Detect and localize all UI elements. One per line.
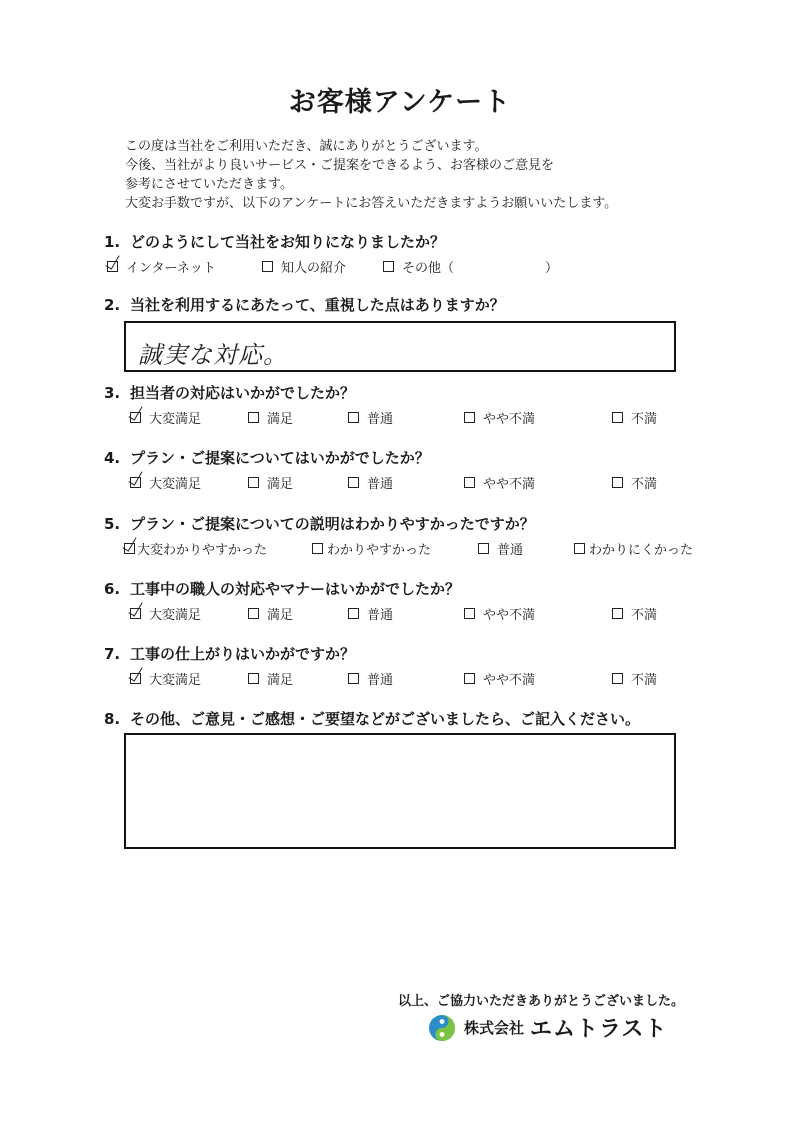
checkbox-icon[interactable] [612, 608, 623, 619]
option-label: 不満 [631, 477, 658, 492]
option-label: 満足 [267, 608, 294, 623]
checkbox-icon[interactable] [612, 477, 623, 488]
option-label: 大変満足 [149, 477, 202, 492]
q7-option-dissatisfied[interactable] [612, 669, 657, 688]
option-label: 満足 [267, 412, 294, 427]
checkbox-icon[interactable] [478, 543, 489, 554]
checkbox-icon[interactable] [464, 673, 475, 684]
question-number: 2. [104, 296, 121, 314]
q7-option-very-satisfied[interactable] [130, 669, 201, 688]
question-3 [104, 382, 355, 403]
option-label: 不満 [631, 608, 658, 623]
q5-option-very-clear[interactable] [124, 539, 267, 558]
checkbox-icon[interactable] [130, 608, 141, 619]
option-label: 大変わかりやすかった [137, 543, 268, 558]
intro-text [125, 137, 617, 213]
q4-option-dissatisfied[interactable] [612, 473, 657, 492]
question-6 [104, 578, 460, 599]
checkbox-icon[interactable] [248, 673, 259, 684]
question-number: 4. [104, 449, 121, 467]
q1-option-referral[interactable] [262, 257, 346, 276]
option-label: 不満 [631, 673, 658, 688]
question-5 [104, 513, 535, 534]
checkbox-icon[interactable] [348, 608, 359, 619]
question-text: 工事の仕上がりはいかがですか？ [130, 645, 356, 663]
checkbox-icon[interactable] [124, 543, 135, 554]
option-label: わかりやすかった [327, 543, 432, 558]
checkbox-icon[interactable] [262, 261, 273, 272]
company-name: エムトラスト [530, 1017, 668, 1042]
intro-line: この度は当社をご利用いただき、誠にありがとうございます。 [125, 139, 488, 154]
question-text: その他、ご意見・ご感想・ご要望などがございましたら、ご記入ください。 [130, 710, 641, 728]
checkbox-icon[interactable] [130, 412, 141, 423]
option-label: 普通 [367, 412, 394, 427]
question-7 [104, 643, 355, 664]
q4-option-satisfied[interactable] [248, 473, 293, 492]
option-label: 大変満足 [149, 673, 202, 688]
question-number: 5. [104, 515, 121, 533]
option-label: 普通 [497, 543, 524, 558]
question-number: 6. [104, 580, 121, 598]
question-text: 担当者の対応はいかがでしたか？ [130, 384, 356, 402]
question-2 [104, 294, 505, 315]
company-logo [428, 1012, 667, 1043]
option-label: 普通 [367, 477, 394, 492]
checkbox-icon[interactable] [248, 412, 259, 423]
q3-option-dissatisfied[interactable] [612, 408, 657, 427]
question-8 [104, 708, 640, 729]
question-text: どのようにして当社をお知りになりましたか？ [130, 233, 446, 251]
option-label: 普通 [367, 608, 394, 623]
q4-option-neutral[interactable] [348, 473, 393, 492]
question-number: 7. [104, 645, 121, 663]
q6-option-satisfied[interactable] [248, 604, 293, 623]
checkbox-icon[interactable] [130, 477, 141, 488]
question-4 [104, 447, 430, 468]
checkbox-icon[interactable] [383, 261, 394, 272]
q3-option-neutral[interactable] [348, 408, 393, 427]
option-label: 満足 [267, 477, 294, 492]
checkbox-icon[interactable] [107, 261, 118, 272]
option-label: 不満 [631, 412, 658, 427]
q1-option-internet[interactable] [107, 257, 216, 276]
question-text: 工事中の職人の対応やマナーはいかがでしたか？ [130, 580, 461, 598]
checkbox-icon[interactable] [464, 412, 475, 423]
q6-option-somewhat-dissatisfied[interactable] [464, 604, 535, 623]
checkbox-icon[interactable] [574, 543, 585, 554]
option-label: インターネット [126, 261, 216, 276]
q7-option-somewhat-dissatisfied[interactable] [464, 669, 535, 688]
option-label: わかりにくかった [589, 543, 694, 558]
option-label: やや不満 [483, 477, 536, 492]
checkbox-icon[interactable] [612, 673, 623, 684]
q1-option-other[interactable] [383, 257, 558, 276]
checkbox-icon[interactable] [348, 477, 359, 488]
q7-option-satisfied[interactable] [248, 669, 293, 688]
option-label: 大変満足 [149, 412, 202, 427]
question-text: プラン・ご提案についての説明はわかりやすかったですか？ [130, 515, 535, 533]
q5-option-neutral[interactable] [478, 539, 523, 558]
option-label: 大変満足 [149, 608, 202, 623]
q2-handwritten-answer: 誠実な対応。 [138, 341, 288, 369]
question-number: 8. [104, 710, 121, 728]
question-number: 1. [104, 233, 121, 251]
company-prefix: 株式会社 [464, 1019, 525, 1037]
option-label: やや不満 [483, 673, 536, 688]
checkbox-icon[interactable] [130, 673, 141, 684]
checkbox-icon[interactable] [248, 608, 259, 619]
option-label: 知人の紹介 [281, 261, 347, 276]
checkbox-icon[interactable] [312, 543, 323, 554]
checkbox-icon[interactable] [348, 673, 359, 684]
q5-option-clear[interactable] [312, 539, 431, 558]
q6-option-neutral[interactable] [348, 604, 393, 623]
question-number: 3. [104, 384, 121, 402]
intro-line: 大変お手数ですが、以下のアンケートにお答えいただきますようお願いいたします。 [125, 196, 618, 211]
q5-option-unclear[interactable] [574, 539, 693, 558]
q7-option-neutral[interactable] [348, 669, 393, 688]
q3-option-satisfied[interactable] [248, 408, 293, 427]
option-label: やや不満 [483, 608, 536, 623]
checkbox-icon[interactable] [612, 412, 623, 423]
option-label: 満足 [267, 673, 294, 688]
question-1 [104, 231, 445, 252]
checkbox-icon[interactable] [248, 477, 259, 488]
q4-option-somewhat-dissatisfied[interactable] [464, 473, 535, 492]
checkbox-icon[interactable] [464, 608, 475, 619]
question-text: プラン・ご提案についてはいかがでしたか？ [130, 449, 430, 467]
q6-option-very-satisfied[interactable] [130, 604, 201, 623]
company-logo-icon [428, 1014, 456, 1042]
checkbox-icon[interactable] [464, 477, 475, 488]
q8-comment-box[interactable] [124, 733, 676, 849]
q3-option-very-satisfied[interactable] [130, 408, 201, 427]
checkbox-icon[interactable] [348, 412, 359, 423]
option-label: その他（ ） [402, 261, 559, 276]
option-label: 普通 [367, 673, 394, 688]
option-label: やや不満 [483, 412, 536, 427]
question-text: 当社を利用するにあたって、重視した点はありますか？ [130, 296, 505, 314]
intro-line: 参考にさせていただきます。 [125, 177, 293, 192]
q3-option-somewhat-dissatisfied[interactable] [464, 408, 535, 427]
page-title: お客様アンケート [288, 87, 512, 118]
intro-line: 今後、当社がより良いサービス・ご提案をできるよう、お客様のご意見を [125, 158, 555, 173]
closing-message: 以上、ご協力いただきありがとうございました。 [398, 994, 685, 1009]
q6-option-dissatisfied[interactable] [612, 604, 657, 623]
q4-option-very-satisfied[interactable] [130, 473, 201, 492]
